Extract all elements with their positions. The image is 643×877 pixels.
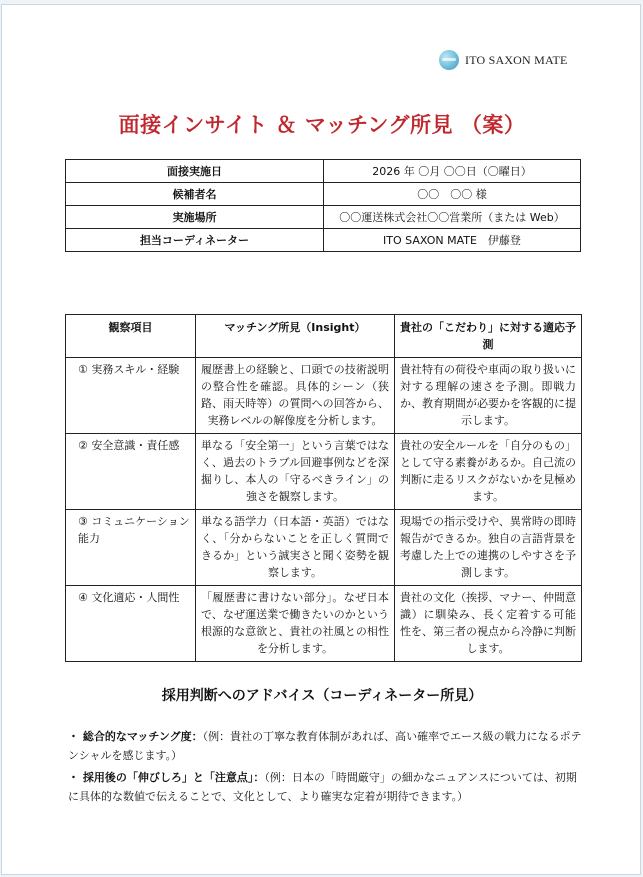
prediction-cell: 貴社の文化（挨拶、マナー、仲間意識）に馴染み、長く定着する可能性を、第三者の視点から冷静に判断します。 <box>395 586 582 662</box>
info-value: 〇〇運送株式会社〇〇営業所（または Web） <box>324 206 581 229</box>
column-header: 観察項目 <box>66 315 196 358</box>
table-row <box>66 358 582 434</box>
prediction-cell: 貴社特有の荷役や車両の取り扱いに対する理解の速さを予測。即戦力か、教育期間が必要かを客観的に提示します。 <box>395 358 582 434</box>
table-header-row <box>66 315 582 358</box>
info-label: 候補者名 <box>66 183 324 206</box>
brand-logo <box>439 50 568 70</box>
table-row <box>66 206 581 229</box>
info-value: ITO SAXON MATE 伊藤登 <box>324 229 581 252</box>
advice-key: ・ 採用後の「伸びしろ」と「注意点」： <box>68 771 265 784</box>
observation-table <box>65 314 582 662</box>
insight-cell: 単なる「安全第一」という言葉ではなく、過去のトラブル回避事例などを深掘りし、本人の「守るべきライン」の強さを観察します。 <box>196 434 395 510</box>
info-value: 〇〇 〇〇 様 <box>324 183 581 206</box>
brand-name: ITO SAXON MATE <box>465 52 568 67</box>
insight-cell: 「履歴書に書けない部分」。なぜ日本で、なぜ運送業で働きたいのかという根源的な意欲と、貴社の社風との相性を分析します。 <box>196 586 395 662</box>
table-row <box>66 510 582 586</box>
insight-cell: 単なる語学力（日本語・英語）ではなく、「分からないことを正しく質問できるか」という誠実さと聞く姿勢を観察します。 <box>196 510 395 586</box>
logo-globe-icon <box>439 50 459 70</box>
advice-text: （例：日本の「時間厳守」の細かなニュアンスについては、初期に具体的な数値で伝えることで、文化として、より確実な定着が期待できます。） <box>68 771 577 803</box>
table-row <box>66 586 582 662</box>
document-page <box>1 4 641 875</box>
info-label: 実施場所 <box>66 206 324 229</box>
prediction-cell: 貴社の安全ルールを「自分のもの」として守る素養があるか。自己流の判断に走るリスクがないかを見極めます。 <box>395 434 582 510</box>
page-title: 面接インサイト ＆ マッチング所見 （案） <box>118 113 526 137</box>
advice-key: ・ 総合的なマッチング度： <box>68 730 203 743</box>
column-header: マッチング所見（Insight） <box>196 315 395 358</box>
info-label: 面接実施日 <box>66 160 324 183</box>
interview-info-table <box>65 159 581 252</box>
observation-item: ① 実務スキル・経験 <box>66 358 196 434</box>
advice-text: （例：貴社の丁寧な教育体制があれば、高い確率でエース級の戦力になるポテンシャルを感じます。） <box>68 730 582 762</box>
observation-item: ④ 文化適応・人間性 <box>66 586 196 662</box>
prediction-cell: 現場での指示受けや、異常時の即時報告ができるか。独自の言語背景を考慮した上での連携のしやすさを予測します。 <box>395 510 582 586</box>
table-row <box>66 160 581 183</box>
insight-cell: 履歴書上の経験と、口頭での技術説明の整合性を確認。具体的シーン（狭路、雨天時等）の質問への回答から、実務レベルの解像度を分析します。 <box>196 358 395 434</box>
table-row <box>66 229 581 252</box>
info-value: 2026 年 〇月 〇〇日（〇曜日） <box>324 160 581 183</box>
observation-item: ③ コミュニケーション能力 <box>66 510 196 586</box>
info-label: 担当コーディネーター <box>66 229 324 252</box>
table-row <box>66 183 581 206</box>
advice-item <box>68 768 584 806</box>
column-header: 貴社の「こだわり」に対する適応予測 <box>395 315 582 358</box>
observation-item: ② 安全意識・責任感 <box>66 434 196 510</box>
table-row <box>66 434 582 510</box>
advice-item <box>68 727 584 765</box>
advice-section-title: 採用判断へのアドバイス（コーディネーター所見） <box>161 688 483 704</box>
